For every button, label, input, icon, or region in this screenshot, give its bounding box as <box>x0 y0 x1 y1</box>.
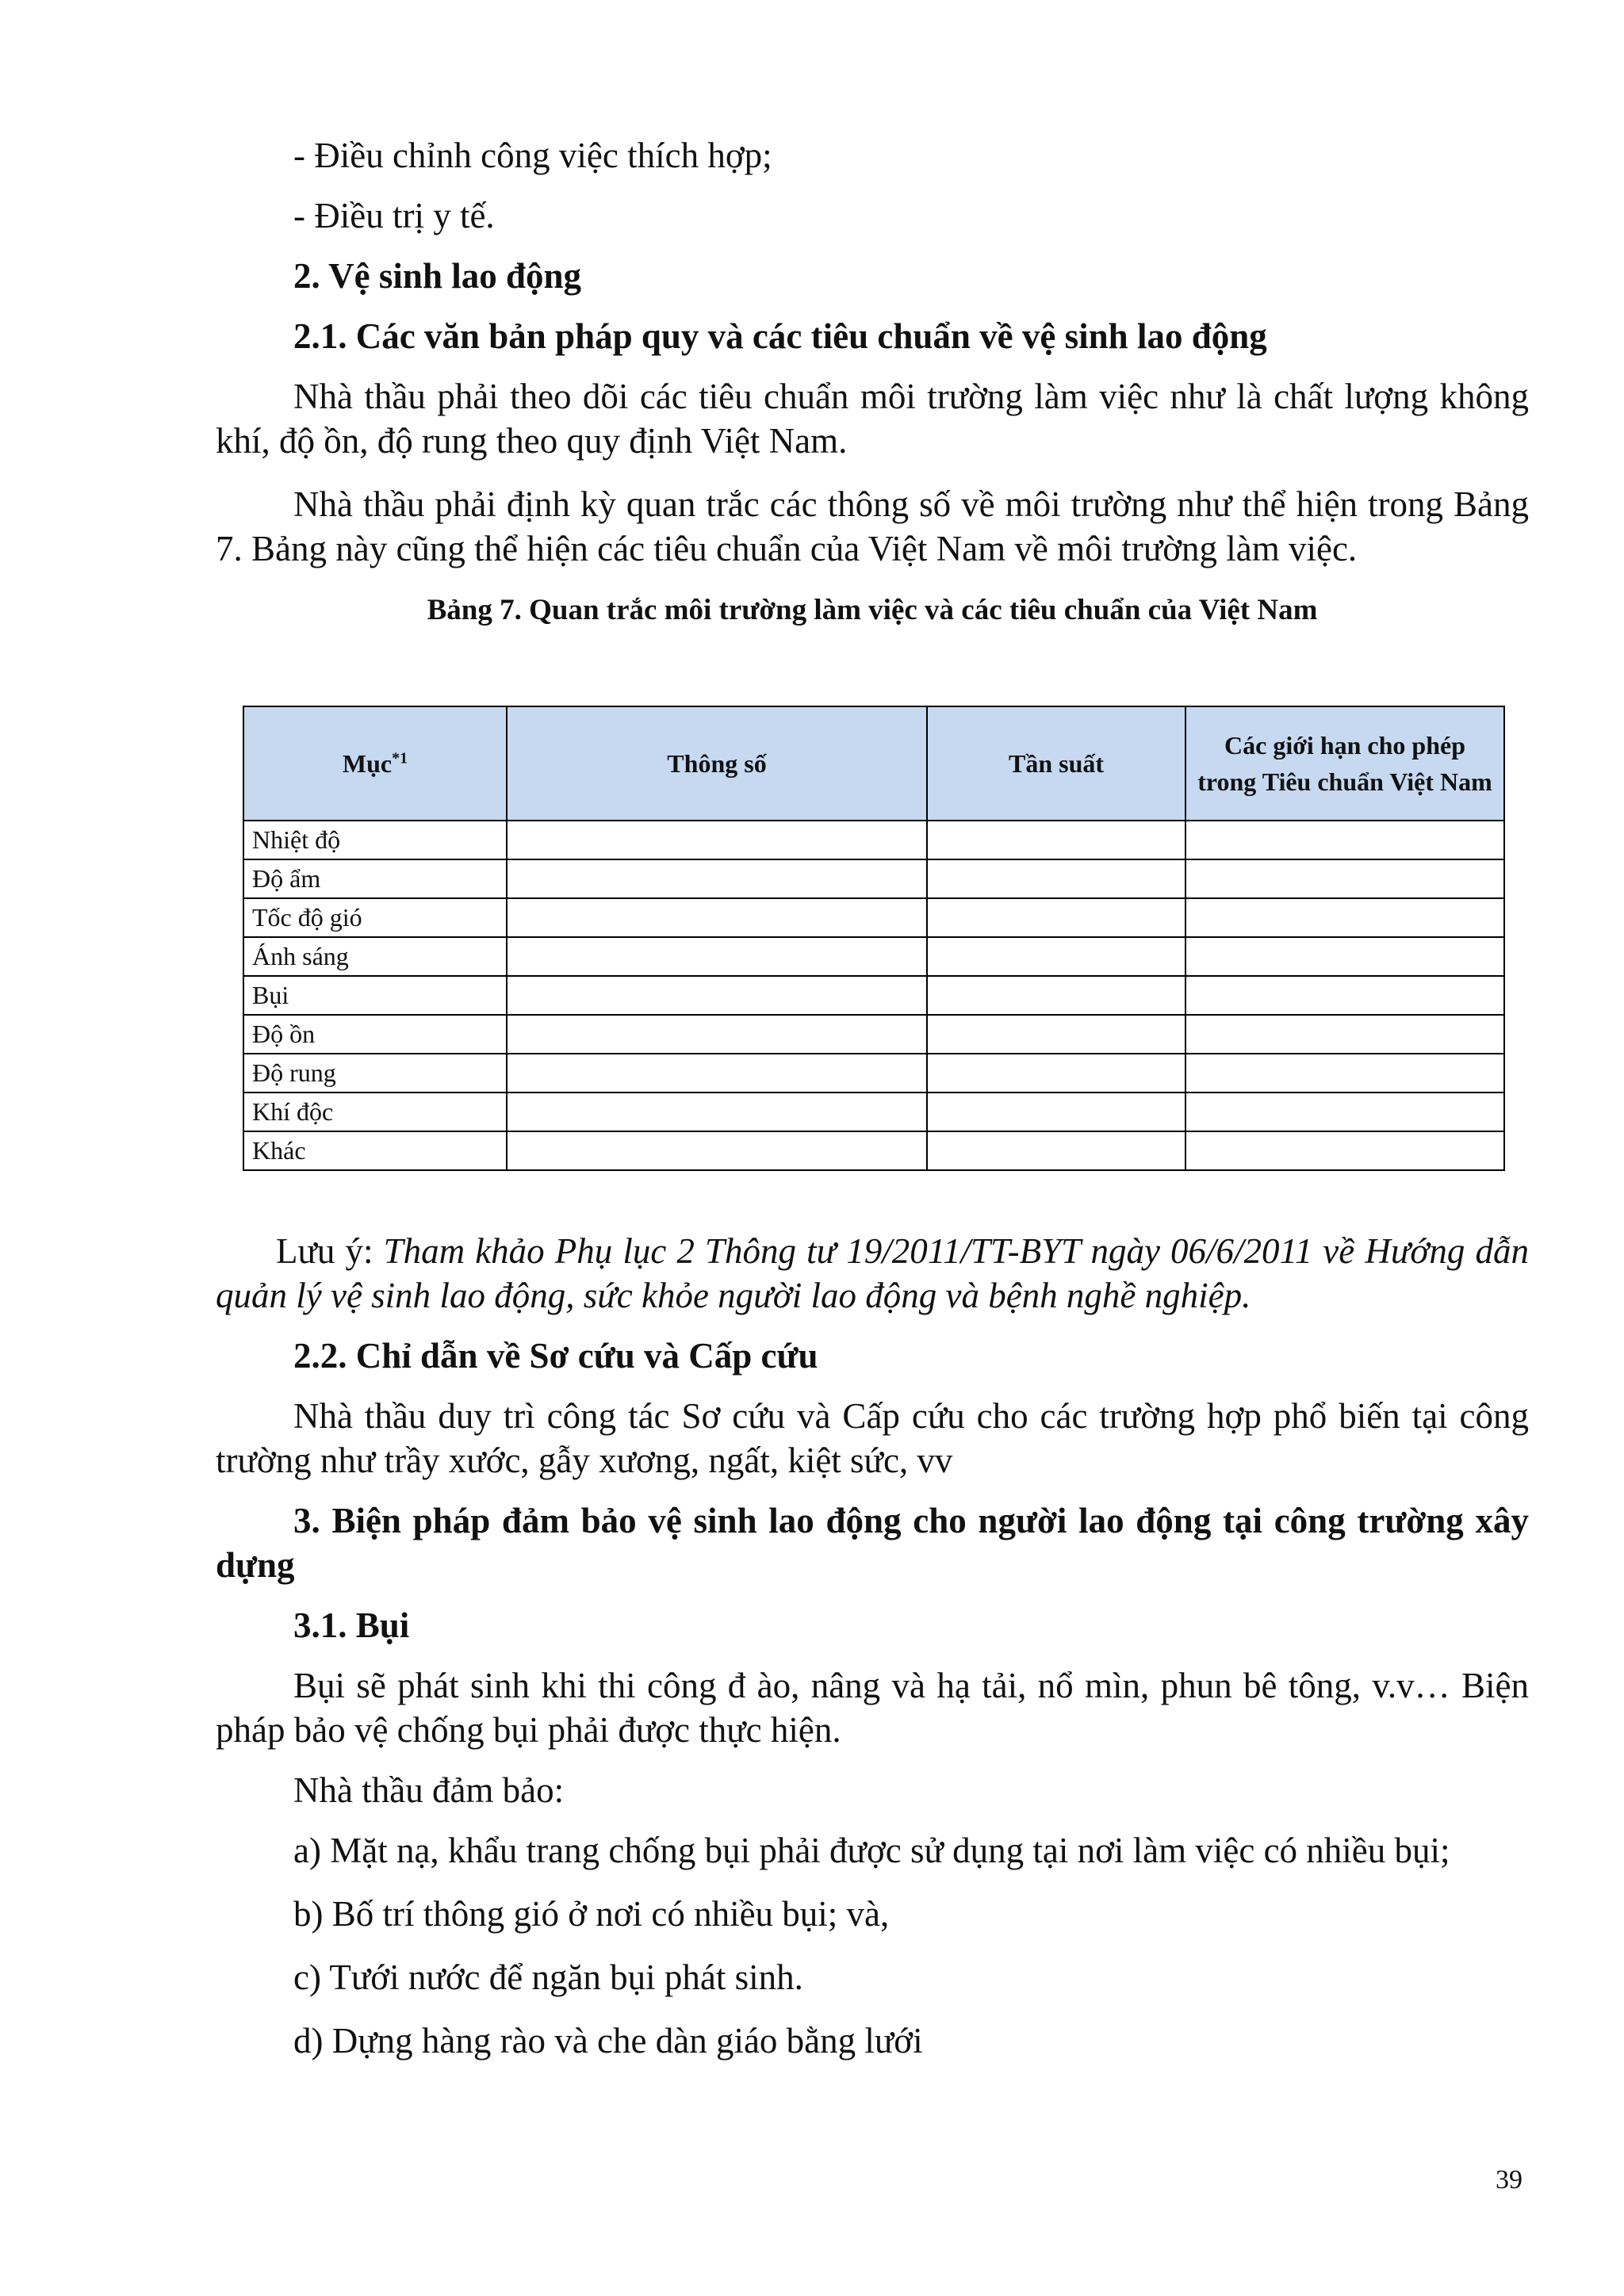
table-row <box>243 976 1504 1015</box>
cell-empty <box>1185 1131 1504 1170</box>
row-label: Khác <box>243 1131 507 1170</box>
row-label: Ánh sáng <box>243 937 507 976</box>
row-label: Độ ẩm <box>243 859 507 898</box>
bullet-adjust-work: - Điều chỉnh công việc thích hợp; <box>293 136 772 175</box>
row-label: Khí độc <box>243 1093 507 1131</box>
cell-empty <box>927 1054 1185 1093</box>
row-label: Bụi <box>243 976 507 1015</box>
lower-content <box>216 1229 1529 2063</box>
cell-empty <box>507 1015 927 1054</box>
heading-3: 3. Biện pháp đảm bảo vệ sinh lao động cho người lao động tại công trường xây dựng <box>216 1501 1529 1585</box>
row-label: Độ rung <box>243 1054 507 1093</box>
table-row <box>243 821 1504 859</box>
cell-empty <box>507 821 927 859</box>
cell-empty <box>927 821 1185 859</box>
table-caption-text: . Quan trắc môi trường làm việc và các tiêu chuẩn của Việt Nam <box>514 594 1318 626</box>
header-thong-so: Thông số <box>507 706 927 821</box>
table-row <box>243 1131 1504 1170</box>
monitoring-table <box>243 706 1505 1171</box>
list-item: a) Mặt nạ, khẩu trang chống bụi phải được sử dụng tại nơi làm việc có nhiều bụi; <box>293 1831 1450 1870</box>
table-row <box>243 1093 1504 1131</box>
list-item: c) Tưới nước để ngăn bụi phát sinh. <box>293 1957 803 1997</box>
cell-empty <box>1185 898 1504 937</box>
upper-content <box>216 133 1529 629</box>
paragraph-first-aid: Nhà thầu duy trì công tác Sơ cứu và Cấp cứu cho các trường hợp phổ biến tại công trường như trầy xước, gẫy xương, ngất, kiệt sức, vv <box>216 1396 1529 1480</box>
cell-empty <box>1185 1093 1504 1131</box>
paragraph-dust: Bụi sẽ phát sinh khi thi công đ ào, nâng và hạ tải, nổ mìn, phun bê tông, v.v… Biện pháp bảo vệ chống bụi phải được thực hiện. <box>216 1666 1529 1750</box>
table-caption <box>216 591 1529 629</box>
header-muc: Mục$^{*1}$ <box>243 706 507 821</box>
cell-empty <box>1185 1054 1504 1093</box>
row-label: Độ ồn <box>243 1015 507 1054</box>
cell-empty <box>507 859 927 898</box>
cell-empty <box>1185 1015 1504 1054</box>
cell-empty <box>507 898 927 937</box>
list-item: d) Dựng hàng rào và che dàn giáo bằng lưới <box>293 2021 923 2061</box>
cell-empty <box>927 1015 1185 1054</box>
cell-empty <box>927 1093 1185 1131</box>
table-row <box>243 898 1504 937</box>
note-text: Tham khảo Phụ lục 2 Thông tư 19/2011/TT-BYT ngày 06/6/2011 về Hướng dẫn quản lý vệ sinh lao động, sức khỏe người lao động và bệnh nghề nghiệp. <box>216 1231 1530 1315</box>
header-tan-suat: Tần suất <box>927 706 1185 821</box>
bullet-medical-treatment: - Điều trị y tế. <box>293 196 495 235</box>
table-row <box>243 1015 1504 1054</box>
cell-empty <box>1185 937 1504 976</box>
cell-empty <box>927 859 1185 898</box>
cell-empty <box>1185 976 1504 1015</box>
heading-3-1: 3.1. Bụi <box>293 1605 410 1645</box>
table-caption-label: Bảng 7 <box>427 594 515 626</box>
cell-empty <box>927 937 1185 976</box>
cell-empty <box>507 1093 927 1131</box>
paragraph-monitoring: Nhà thầu phải định kỳ quan trắc các thông số về môi trường như thể hiện trong Bảng 7. Bảng này cũng thể hiện các tiêu chuẩn của Việt Nam về môi trường làm việc. <box>216 484 1529 568</box>
table-header-row <box>243 706 1504 821</box>
note-paragraph <box>216 1229 1529 1318</box>
cell-empty <box>927 898 1185 937</box>
header-gioi-han: Các giới hạn cho phép trong Tiêu chuẩn Việt Nam <box>1185 706 1504 821</box>
row-label: Tốc độ gió <box>243 898 507 937</box>
cell-empty <box>1185 859 1504 898</box>
heading-2-1: 2.1. Các văn bản pháp quy và các tiêu chuẩn về vệ sinh lao động <box>293 316 1267 356</box>
list-item: b) Bố trí thông gió ở nơi có nhiều bụi; và, <box>293 1894 890 1934</box>
heading-2: 2. Vệ sinh lao động <box>293 256 582 296</box>
cell-empty <box>927 1131 1185 1170</box>
note-label: Lưu ý: <box>276 1231 373 1271</box>
header-muc-footnote: *1 <box>392 749 408 767</box>
table-row <box>243 937 1504 976</box>
cell-empty <box>507 1131 927 1170</box>
cell-empty <box>507 976 927 1015</box>
cell-empty <box>1185 821 1504 859</box>
heading-2-2: 2.2. Chỉ dẫn về Sơ cứu và Cấp cứu <box>293 1336 818 1376</box>
paragraph-contractor-ensures: Nhà thầu đảm bảo: <box>293 1770 565 1810</box>
row-label: Nhiệt độ <box>243 821 507 859</box>
paragraph-standards: Nhà thầu phải theo dõi các tiêu chuẩn môi trường làm việc như là chất lượng không khí, độ ồn, độ rung theo quy định Việt Nam. <box>216 377 1529 461</box>
cell-empty <box>507 1054 927 1093</box>
page-number: 39 <box>1496 2165 1522 2195</box>
table-row <box>243 859 1504 898</box>
cell-empty <box>927 976 1185 1015</box>
table-row <box>243 1054 1504 1093</box>
cell-empty <box>507 937 927 976</box>
